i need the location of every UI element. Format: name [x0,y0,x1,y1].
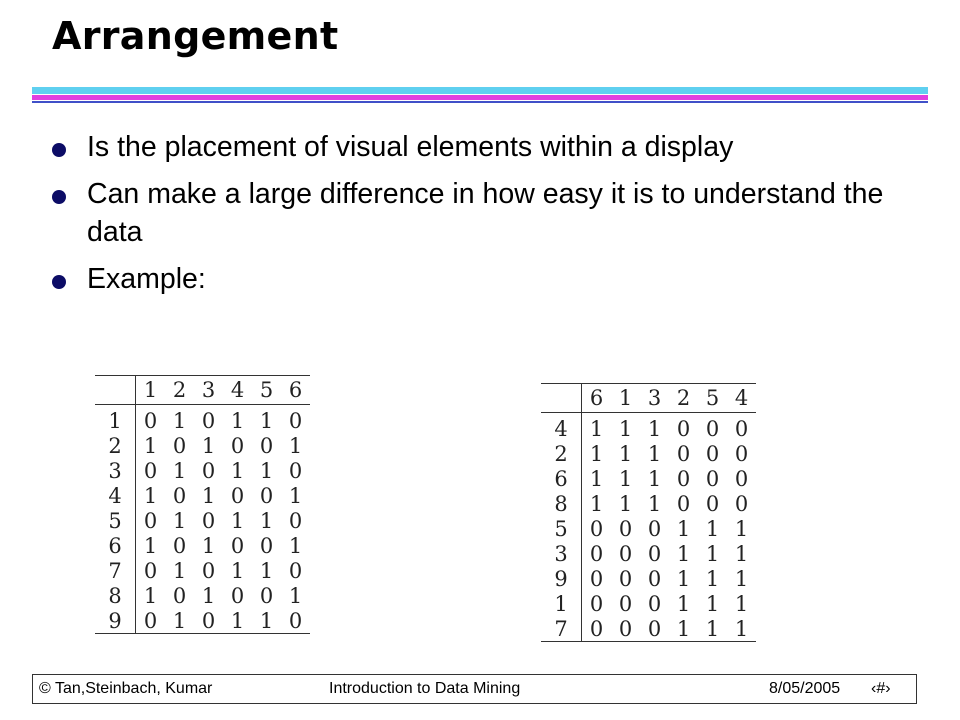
bullet-dot-icon [52,143,66,157]
table-cell: 0 [705,491,720,516]
table-cell: 1 [201,483,216,508]
table-cell: 1 [618,491,633,516]
row-header: 9 [95,608,136,634]
title-rule-blue [32,101,928,103]
table-cell: 1 [647,416,662,441]
table-cell: 0 [734,491,749,516]
table-cell: 0 [618,541,633,566]
row-header: 3 [95,458,136,483]
table-cell: 0 [647,591,662,616]
original-matrix-table [95,375,310,634]
table-row [541,541,756,566]
table-cell: 1 [618,416,633,441]
bullet-item [52,260,912,298]
table-cell: 0 [734,416,749,441]
table-cell: 0 [201,458,216,483]
column-header: 6 [288,378,303,402]
table-cell: 0 [172,583,187,608]
row-header: 1 [95,405,136,434]
table-corner-cell [541,384,582,413]
bullet-list [52,128,912,307]
table-header-row [95,376,310,405]
table-cell: 1 [230,458,245,483]
table-cell: 1 [201,433,216,458]
table-cell: 1 [259,558,274,583]
table-cell: 1 [259,408,274,433]
row-header: 4 [541,413,582,442]
column-header: 1 [143,378,158,402]
table-cell: 1 [259,458,274,483]
table-cell: 1 [705,541,720,566]
table-cell: 0 [172,533,187,558]
table-cell: 1 [589,466,604,491]
table-cell: 1 [223,608,252,634]
column-header: 2 [676,386,691,410]
table-cell: 0 [618,591,633,616]
table-row [95,458,310,483]
bullet-item [52,175,912,251]
row-header: 5 [541,516,582,541]
table-row [541,491,756,516]
table-cell: 1 [172,508,187,533]
table-row [541,591,756,616]
row-header: 2 [541,441,582,466]
table-cell: 0 [201,558,216,583]
table-row [541,566,756,591]
table-cell: 1 [669,616,698,642]
column-header: 5 [259,378,274,402]
column-header: 2 [172,378,187,402]
table-cell: 1 [230,558,245,583]
table-cell: 1 [705,516,720,541]
table-cell: 1 [705,591,720,616]
table-cell: 0 [582,616,612,642]
row-header: 9 [541,566,582,591]
table-cell: 1 [676,591,691,616]
table-cell: 1 [676,541,691,566]
table-cell: 0 [734,466,749,491]
table-row [95,405,310,434]
table-row [95,433,310,458]
table-cell: 0 [143,558,158,583]
title-rule-cyan [32,87,928,94]
rearranged-matrix-table [541,383,756,642]
table-cell: 0 [647,516,662,541]
column-header: 6 [589,386,604,410]
footer-course-title: Introduction to Data Mining [329,680,521,697]
table-cell: 1 [589,491,604,516]
column-header: 3 [201,378,216,402]
row-header: 8 [541,491,582,516]
table-cell: 0 [136,608,166,634]
table-cell: 0 [589,591,604,616]
table-cell: 0 [288,508,303,533]
row-header: 2 [95,433,136,458]
table-row [95,483,310,508]
table-row [95,533,310,558]
table-corner-cell [95,376,136,405]
bullet-text: Is the placement of visual elements within a display [87,131,734,163]
table-cell: 0 [143,458,158,483]
table-cell: 1 [734,566,749,591]
title-rule-magenta [32,95,928,100]
table-cell: 1 [143,483,158,508]
row-header: 7 [541,616,582,642]
table-cell: 0 [676,441,691,466]
table-cell: 1 [676,566,691,591]
table-row [95,608,310,634]
column-header: 3 [647,386,662,410]
footer [32,674,917,704]
table-cell: 0 [143,408,158,433]
row-header: 6 [541,466,582,491]
table-cell: 0 [647,566,662,591]
table-cell: 0 [705,466,720,491]
table-cell: 0 [172,483,187,508]
table-cell: 1 [618,441,633,466]
row-header: 3 [541,541,582,566]
table-cell: 1 [230,508,245,533]
table-cell: 1 [201,533,216,558]
table-cell: 0 [230,533,245,558]
table-cell: 1 [647,466,662,491]
column-header: 4 [230,378,245,402]
table-cell: 1 [589,416,604,441]
table-cell: 1 [734,541,749,566]
table-cell: 0 [230,583,245,608]
row-header: 6 [95,533,136,558]
footer-date: 8/05/2005 [769,680,841,697]
table-header-row [541,384,756,413]
footer-page-number: ‹#› [871,680,891,697]
table-cell: 1 [288,433,303,458]
table-cell: 1 [676,516,691,541]
table-cell: 1 [172,408,187,433]
table-cell: 0 [259,433,274,458]
table-cell: 0 [705,441,720,466]
table-cell: 1 [288,533,303,558]
bullet-text: Example: [87,263,206,295]
table-row [95,558,310,583]
table-cell: 1 [230,408,245,433]
table-cell: 0 [676,416,691,441]
table-cell: 0 [647,541,662,566]
table-cell: 1 [252,608,281,634]
table-cell: 0 [618,516,633,541]
bullet-dot-icon [52,190,66,204]
column-header: 1 [618,386,633,410]
table-cell: 0 [288,558,303,583]
table-cell: 0 [676,491,691,516]
table-cell: 0 [259,583,274,608]
table-cell: 0 [734,441,749,466]
column-header: 4 [734,386,749,410]
table-cell: 1 [705,566,720,591]
table-cell: 0 [705,416,720,441]
table-cell: 1 [165,608,194,634]
table-row [541,616,756,642]
table-cell: 1 [259,508,274,533]
table-cell: 0 [288,458,303,483]
table-cell: 0 [281,608,310,634]
table-cell: 1 [143,533,158,558]
table-row [95,508,310,533]
bullet-text: Can make a large difference in how easy it is to understand the data [87,178,884,248]
table-cell: 1 [647,441,662,466]
footer-copyright: © Tan,Steinbach, Kumar [39,680,213,697]
row-header: 8 [95,583,136,608]
slide-title: Arrangement [52,14,339,58]
table-cell: 1 [589,441,604,466]
table-cell: 1 [172,558,187,583]
table-row [541,413,756,442]
table-cell: 0 [143,508,158,533]
row-header: 4 [95,483,136,508]
bullet-dot-icon [52,275,66,289]
table-cell: 1 [727,616,756,642]
table-cell: 0 [201,408,216,433]
table-cell: 1 [618,466,633,491]
table-cell: 1 [698,616,727,642]
table-cell: 0 [618,566,633,591]
table-cell: 0 [589,541,604,566]
table-cell: 0 [611,616,640,642]
table-cell: 1 [288,483,303,508]
table-row [541,466,756,491]
row-header: 7 [95,558,136,583]
column-header: 5 [705,386,720,410]
table-cell: 0 [259,533,274,558]
table-cell: 1 [172,458,187,483]
table-row [541,516,756,541]
table-cell: 0 [259,483,274,508]
table-cell: 0 [288,408,303,433]
table-row [541,441,756,466]
table-cell: 1 [143,583,158,608]
table-cell: 0 [589,516,604,541]
table-cell: 0 [676,466,691,491]
table-cell: 0 [201,508,216,533]
table-cell: 0 [172,433,187,458]
table-cell: 1 [201,583,216,608]
table-cell: 1 [734,591,749,616]
bullet-item [52,128,912,166]
table-cell: 1 [288,583,303,608]
table-cell: 0 [589,566,604,591]
table-cell: 0 [640,616,669,642]
table-cell: 1 [143,433,158,458]
row-header: 1 [541,591,582,616]
table-cell: 0 [230,483,245,508]
row-header: 5 [95,508,136,533]
table-cell: 0 [230,433,245,458]
table-row [95,583,310,608]
table-cell: 1 [647,491,662,516]
table-cell: 1 [734,516,749,541]
table-cell: 0 [194,608,223,634]
